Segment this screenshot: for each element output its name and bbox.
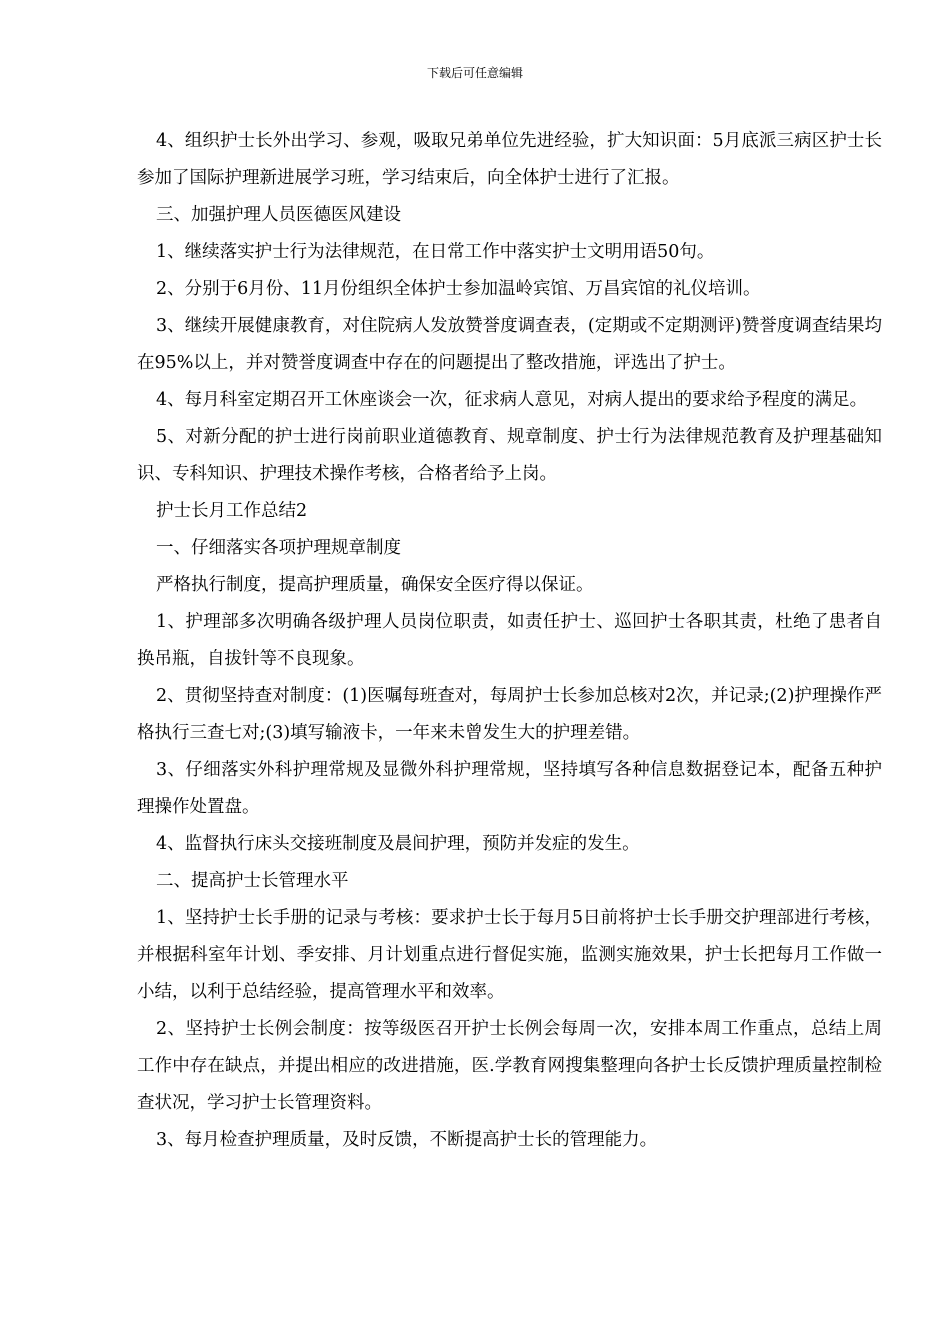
paragraph: 1、坚持护士长手册的记录与考核：要求护士长于每月5日前将护士长手册交护理部进行考核，并根据科室年计划、季安排、月计划重点进行督促实施，监测实施效果，护士长把每月工作做一小结，以利于总结经验，提高管理水平和效率。 [137, 908, 882, 1002]
page-header: 下载后可任意编辑 [426, 66, 523, 80]
paragraph: 3、每月检查护理质量，及时反馈，不断提高护士长的管理能力。 [156, 1130, 658, 1150]
paragraph: 2、贯彻坚持查对制度：(1)医嘱每班查对，每周护士长参加总核对2次，并记录;(2)护理操作严格执行三查七对;(3)填写输液卡，一年来未曾发生大的护理差错。 [137, 686, 882, 743]
paragraph: 2、坚持护士长例会制度：按等级医召开护士长例会每周一次，安排本周工作重点，总结上周工作中存在缺点，并提出相应的改进措施，医.学教育网搜集整理向各护士长反馈护理质量控制检查状况，学习护士长管理资料。 [137, 1019, 882, 1113]
paragraph: 1、护理部多次明确各级护理人员岗位职责，如责任护士、巡回护士各职其责，杜绝了患者自换吊瓶，自拔针等不良现象。 [137, 612, 882, 669]
document-title: 护士长月工作总结2 [156, 501, 308, 521]
paragraph: 3、仔细落实外科护理常规及显微外科护理常规，坚持填写各种信息数据登记本，配备五种护理操作处置盘。 [137, 760, 882, 817]
paragraph: 1、继续落实护士行为法律规范，在日常工作中落实护士文明用语50句。 [156, 242, 715, 262]
paragraph: 4、监督执行床头交接班制度及晨间护理，预防并发症的发生。 [156, 834, 640, 854]
paragraph: 4、每月科室定期召开工休座谈会一次，征求病人意见，对病人提出的要求给予程度的满足。 [156, 390, 868, 410]
paragraph: 3、继续开展健康教育，对住院病人发放赞誉度调查表，(定期或不定期测评)赞誉度调查结果均在95%以上，并对赞誉度调查中存在的问题提出了整改措施，评选出了护士。 [137, 316, 882, 373]
paragraph: 2、分别于6月份、11月份组织全体护士参加温岭宾馆、万昌宾馆的礼仪培训。 [156, 279, 761, 299]
paragraph: 5、对新分配的护士进行岗前职业道德教育、规章制度、护士行为法律规范教育及护理基础知识、专科知识、护理技术操作考核，合格者给予上岗。 [137, 427, 882, 484]
document-body [137, 123, 882, 1159]
paragraph: 4、组织护士长外出学习、参观，吸取兄弟单位先进经验，扩大知识面：5月底派三病区护士长参加了国际护理新进展学习班，学习结束后，向全体护士进行了汇报。 [137, 131, 882, 188]
paragraph: 严格执行制度，提高护理质量，确保安全医疗得以保证。 [156, 575, 594, 595]
section-heading: 二、提高护士长管理水平 [156, 871, 349, 891]
section-heading: 三、加强护理人员医德医风建设 [156, 205, 401, 225]
section-heading: 一、仔细落实各项护理规章制度 [156, 538, 401, 558]
